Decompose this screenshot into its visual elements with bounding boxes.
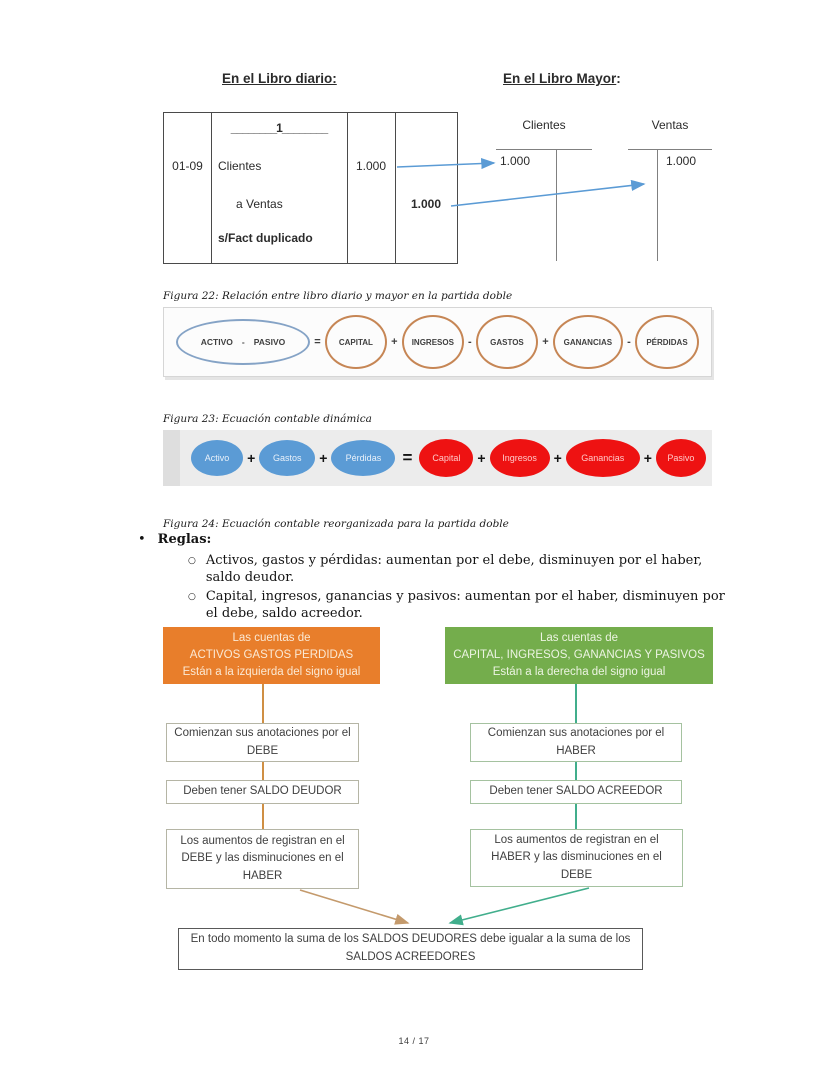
term-activo-oval: Activo [191,440,243,476]
libro-mayor-title-colon: : [616,71,621,86]
figure23-caption: Figura 23: Ecuación contable dinámica [163,413,372,425]
rule-item [188,589,726,623]
right-header-line2: CAPITAL, INGRESOS, GANANCIAS Y PASIVOS [453,649,705,662]
equals-operator: = [314,336,321,348]
conclusion-box: En todo momento la suma de los SALDOS DEUDORES debe igualar a la suma de los SALDOS ACREEDORES [178,928,643,970]
taccount-ventas-topline [628,149,712,150]
figure22-equation-image [163,307,712,377]
minus-operator: - [468,336,472,348]
libro-diario-title [222,71,337,86]
rule-item [188,553,726,587]
left-step2-box: Deben tener SALDO DEUDOR [166,780,359,804]
journal-table [163,112,458,264]
term-capital-circle: CAPITAL [325,315,387,369]
entry-number-line: ________1________ [230,121,328,135]
figure24-equation-image [163,430,712,486]
rules-heading: Reglas: [157,532,212,547]
minus-operator: - [241,337,245,347]
taccount-clientes-label: Clientes [522,118,566,132]
figure22-caption: Figura 22: Relación entre libro diario y mayor en la partida doble [163,290,513,302]
term-ingresos-oval: Ingresos [490,439,550,477]
debit-account-name: Clientes [218,159,262,173]
taccount-ventas-stem [657,149,658,261]
plus-operator: + [542,336,549,348]
term-perdidas-oval: Pérdidas [331,440,395,476]
journal-table-column-divider [395,113,396,263]
rule-text: Activos, gastos y pérdidas: aumentan por el debe, disminuyen por el haber, saldo deudor. [205,552,703,585]
term-pasivo-oval: Pasivo [656,439,706,477]
right-step3-box: Los aumentos de registran en el HABER y las disminuciones en el DEBE [470,829,683,887]
circle-bullet-icon: ○ [188,591,196,602]
equals-operator: = [402,448,413,467]
figure24-caption: Figura 24: Ecuación contable reorganizada para la partida doble [163,518,509,530]
term-gastos-circle: GASTOS [476,315,538,369]
term-capital-oval: Capital [419,439,473,477]
term-perdidas-circle: PÉRDIDAS [635,315,699,369]
right-step1-box: Comienzan sus anotaciones por el HABER [470,723,682,762]
taccount-ventas-credit-amount: 1.000 [666,154,697,168]
flowchart-right-header [445,627,713,684]
plus-operator: + [247,450,256,466]
right-header-line3: Están a la derecha del signo igual [492,665,666,678]
libro-mayor-title [503,71,621,86]
term-activo: ACTIVO [200,337,233,347]
circle-bullet-icon: ○ [188,555,196,566]
term-ingresos-circle: INGRESOS [402,315,464,369]
journal-table-column-divider [211,113,212,263]
flowchart-left-header [163,627,380,684]
term-gastos-oval: Gastos [259,440,315,476]
rules-section [138,532,726,624]
plus-operator: + [553,450,562,466]
right-connector-line [575,684,577,723]
credit-posting-arrow [451,184,644,206]
left-connector-line [262,762,264,780]
journal-table-column-divider [347,113,348,263]
rules-heading-row [138,532,726,549]
plus-operator: + [391,336,398,348]
right-step2-box: Deben tener SALDO ACREEDOR [470,780,682,804]
credit-amount: 1.000 [410,197,442,211]
term-pasivo: PASIVO [253,337,286,347]
plus-operator: + [643,450,652,466]
left-diagonal-arrow [300,890,408,923]
debit-amount: 1.000 [355,159,387,173]
plus-operator: + [477,450,486,466]
bullet-icon: • [138,532,146,547]
taccount-clientes-stem [556,149,557,261]
left-step3-box: Los aumentos de registran en el DEBE y las disminuciones en el HABER [166,829,359,889]
plus-operator: + [319,450,328,466]
left-step1-box: Comienzan sus anotaciones por el DEBE [166,723,359,762]
right-header-line1: Las cuentas de [539,632,618,645]
taccount-clientes-debit-amount: 1.000 [500,154,531,168]
taccount-ventas-label: Ventas [651,118,689,132]
left-header-line2: ACTIVOS GASTOS PERDIDAS [189,649,354,662]
left-header-line1: Las cuentas de [232,632,311,645]
left-connector-line [262,804,264,829]
libro-mayor-title-text: En el Libro Mayor [503,71,617,86]
term-ganancias-circle: GANANCIAS [553,315,623,369]
rule-text: Capital, ingresos, ganancias y pasivos: aumentan por el haber, disminuyen por el debe, saldo acreedor. [205,588,725,621]
activo-pasivo-ellipse [176,319,310,365]
left-header-line3: Están a la izquierda del signo igual [182,665,361,678]
entry-memo: s/Fact duplicado [218,231,313,245]
term-ganancias-oval: Ganancias [566,439,640,477]
minus-operator: - [627,336,631,348]
page-number: 14 / 17 [398,1036,430,1046]
right-diagonal-arrow [450,888,589,923]
right-connector-line [575,762,577,780]
credit-account-name: a Ventas [236,197,283,211]
right-connector-line [575,804,577,829]
taccount-clientes-topline [496,149,592,150]
libro-diario-title-text: En el Libro diario: [222,71,337,86]
left-connector-line [262,684,264,723]
entry-date: 01-09 [172,159,203,173]
